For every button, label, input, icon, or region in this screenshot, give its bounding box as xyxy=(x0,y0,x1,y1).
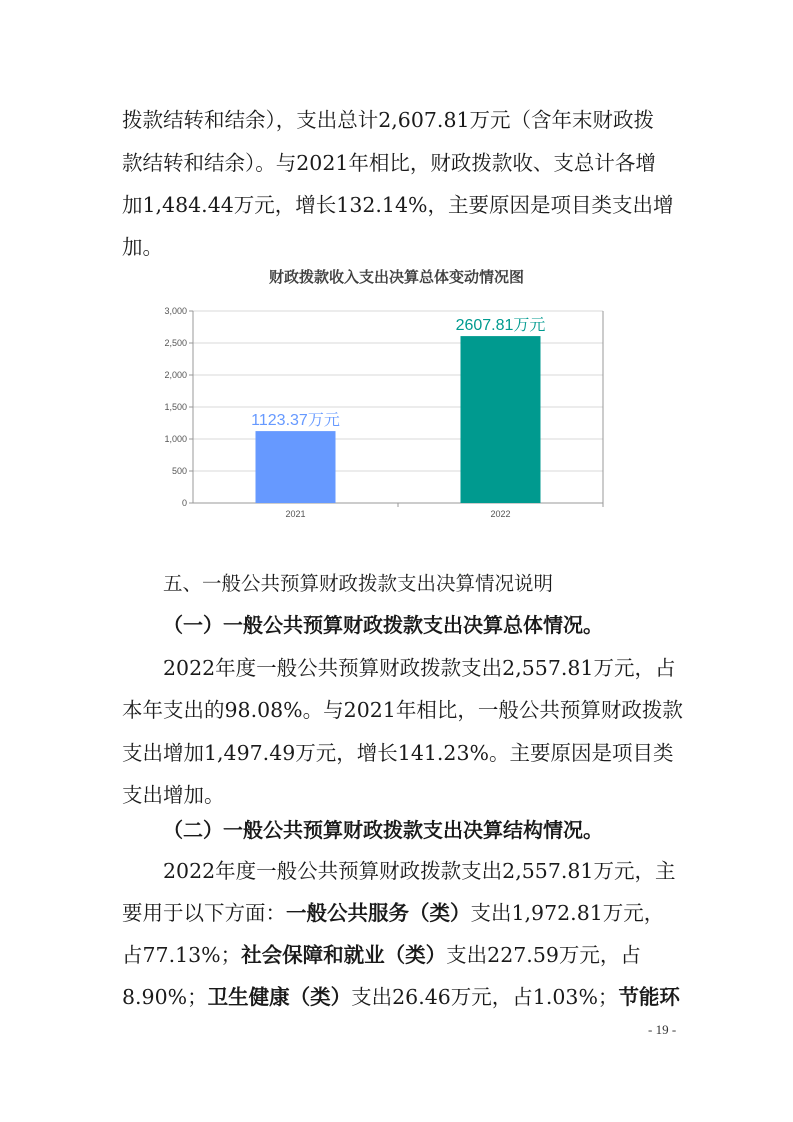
paragraph-line: 加1,484.44万元，增长132.14%，主要原因是项目类支出增 xyxy=(122,193,674,217)
y-tick-label: 2,500 xyxy=(164,338,187,348)
section-heading: 五、一般公共预算财政拨款支出决算情况说明 xyxy=(163,572,554,595)
data-label: 1123.37万元 xyxy=(251,412,340,430)
text-run: 占77.13%； xyxy=(122,943,242,967)
y-tick-label: 1,500 xyxy=(164,402,187,412)
page-number: - 19 - xyxy=(648,1022,677,1037)
paragraph-line: 支出增加。 xyxy=(122,783,225,807)
category-energy-env: 节能环 xyxy=(618,985,680,1009)
paragraph-line: 本年支出的98.08%。与2021年相比，一般公共预算财政拨款 xyxy=(122,698,683,722)
paragraph-line xyxy=(122,945,641,966)
bar-2021 xyxy=(256,431,336,503)
x-tick-label: 2022 xyxy=(490,509,511,519)
text-run: 要用于以下方面： xyxy=(122,901,286,925)
subsection-title: （一）一般公共预算财政拨款支出决算总体情况。 xyxy=(163,613,603,637)
category-health: 卫生健康（类） xyxy=(207,985,352,1009)
paragraph-line: 加。 xyxy=(122,235,163,259)
paragraph-line xyxy=(122,987,680,1008)
y-tick-label: 0 xyxy=(181,498,187,508)
y-tick-label: 2,000 xyxy=(164,370,187,380)
chart-title: 财政拨款收入支出决算总体变动情况图 xyxy=(268,268,524,286)
text-run: 支出26.46万元，占1.03%； xyxy=(351,985,619,1009)
data-label: 2607.81万元 xyxy=(455,317,546,335)
text-run: 8.90%； xyxy=(122,985,208,1009)
y-tick-label: 3,000 xyxy=(164,306,187,316)
y-tick-label: 1,000 xyxy=(164,434,187,444)
subsection-title: （二）一般公共预算财政拨款支出决算结构情况。 xyxy=(163,818,603,842)
x-tick-label: 2021 xyxy=(285,509,306,519)
paragraph-line: 款结转和结余）。与2021年相比，财政拨款收、支总计各增 xyxy=(122,151,656,175)
text-run: 支出1,972.81万元， xyxy=(470,901,665,925)
paragraph-line xyxy=(122,903,664,924)
bar-chart xyxy=(150,298,620,523)
paragraph-line: 支出增加1,497.49万元，增长141.23%。主要原因是项目类 xyxy=(122,741,674,765)
paragraph-line: 拨款结转和结余），支出总计2,607.81万元（含年末财政拨 xyxy=(122,108,655,132)
category-social-security: 社会保障和就业（类） xyxy=(241,943,447,967)
text-run: 支出227.59万元，占 xyxy=(446,943,641,967)
paragraph-line: 2022年度一般公共预算财政拨款支出2,557.81万元，占 xyxy=(163,656,676,680)
y-tick-label: 500 xyxy=(171,466,187,476)
category-general-public-services: 一般公共服务（类） xyxy=(286,901,471,925)
bar-2022 xyxy=(461,336,541,503)
paragraph-line: 2022年度一般公共预算财政拨款支出2,557.81万元，主 xyxy=(163,859,676,883)
